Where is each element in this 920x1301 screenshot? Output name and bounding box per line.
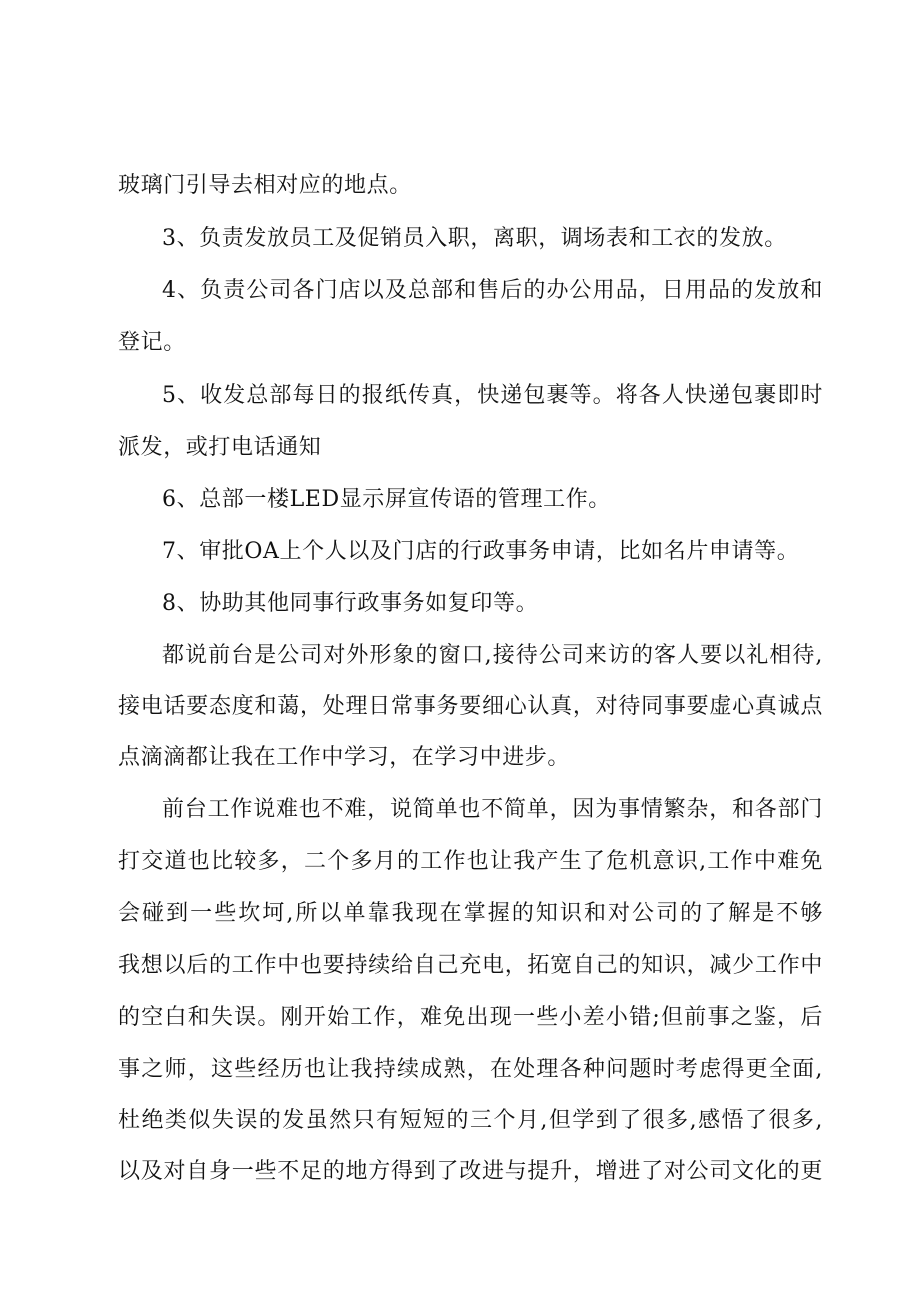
paragraph-line: 事之师，这些经历也让我持续成熟，在处理各种问题时考虑得更全面, bbox=[118, 1057, 823, 1082]
list-item-3: 3、负责发放员工及促销员入职，离职，调场表和工衣的发放。 bbox=[162, 226, 787, 251]
paragraph-line: 以及对自身一些不足的地方得到了改进与提升，增进了对公司文化的更 bbox=[118, 1159, 823, 1184]
paragraph-line: 杜绝类似失误的发虽然只有短短的三个月,但学到了很多,感悟了很多, bbox=[118, 1108, 823, 1133]
text-line: 登记。 bbox=[118, 330, 186, 355]
list-item-6: 6、总部一楼LED显示屏宣传语的管理工作。 bbox=[162, 487, 611, 512]
paragraph-line: 点滴滴都让我在工作中学习，在学习中进步。 bbox=[118, 745, 571, 770]
paragraph-line: 我想以后的工作中也要持续给自己充电，拓宽自己的知识，减少工作中 bbox=[118, 953, 823, 978]
paragraph-line: 接电话要态度和蔼，处理日常事务要细心认真，对待同事要虚心真诚点 bbox=[118, 694, 823, 719]
list-item-8: 8、协助其他同事行政事务如复印等。 bbox=[162, 591, 539, 616]
text-line: 玻璃门引导去相对应的地点。 bbox=[118, 173, 412, 198]
list-item-4: 4、负责公司各门店以及总部和售后的办公用品，日用品的发放和 bbox=[162, 278, 823, 303]
text-line: 派发，或打电话通知 bbox=[118, 435, 322, 460]
paragraph-line: 前台工作说难也不难，说简单也不简单，因为事情繁杂，和各部门 bbox=[162, 797, 823, 822]
paragraph-line: 的空白和失误。刚开始工作，难免出现一些小差小错;但前事之鉴，后 bbox=[118, 1005, 823, 1030]
paragraph-line: 打交道也比较多，二个多月的工作也让我产生了危机意识,工作中难免 bbox=[118, 849, 823, 874]
list-item-5: 5、收发总部每日的报纸传真，快递包裹等。将各人快递包裹即时 bbox=[162, 383, 823, 408]
paragraph-line: 都说前台是公司对外形象的窗口,接待公司来访的客人要以礼相待, bbox=[162, 643, 823, 668]
list-item-7: 7、审批OA上个人以及门店的行政事务申请，比如名片申请等。 bbox=[162, 539, 800, 564]
paragraph-line: 会碰到一些坎坷,所以单靠我现在掌握的知识和对公司的了解是不够 bbox=[118, 901, 823, 926]
